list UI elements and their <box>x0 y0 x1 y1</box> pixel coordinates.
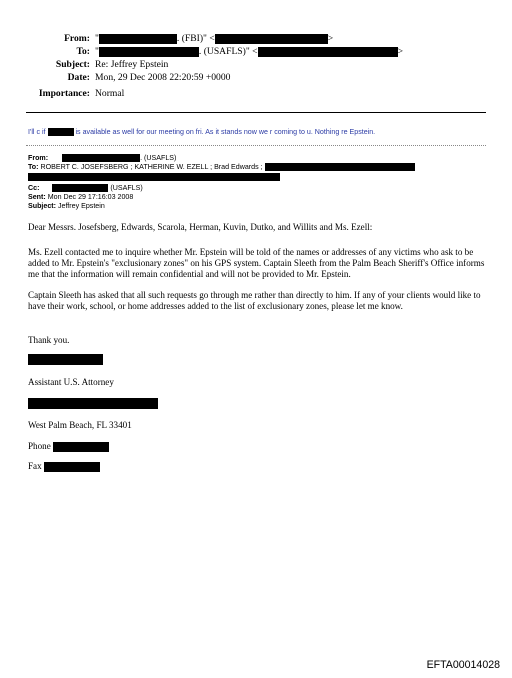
address-redaction <box>28 398 158 409</box>
redaction-block <box>99 47 199 57</box>
fax-row <box>28 461 488 472</box>
subject-row <box>0 59 512 71</box>
fwd-sent-row <box>28 193 133 202</box>
letter-paragraph-2: Captain Sleeth has asked that all such requests go through me rather than directly to him. If any of your clients would like to have their work, school, or home addresses added to the list of exclusionary zones, please let me know. <box>28 290 481 312</box>
date-row <box>0 72 512 84</box>
fax-redaction <box>44 462 100 472</box>
fwd-to-row <box>28 163 415 172</box>
fwd-cc-agency: (USAFLS) <box>108 184 143 192</box>
fwd-from-label: From: <box>28 154 49 162</box>
signature-title: Assistant U.S. Attorney <box>28 377 114 387</box>
importance-row <box>0 88 512 100</box>
document-id: EFTA00014028 <box>426 659 500 671</box>
reply-message <box>28 128 375 136</box>
fwd-cc-label: Cc: <box>28 184 40 192</box>
quote-divider <box>26 145 486 146</box>
fwd-from-row <box>28 154 176 163</box>
fax-label: Fax <box>28 461 42 471</box>
phone-label: Phone <box>28 441 51 451</box>
phone-redaction <box>53 442 109 452</box>
redaction-block <box>215 34 328 44</box>
redaction-block <box>265 163 415 171</box>
from-open-quote: " <box>95 33 99 44</box>
date-value: Mon, 29 Dec 2008 22:20:59 +0000 <box>95 72 231 83</box>
signature-city: West Palm Beach, FL 33401 <box>28 420 132 430</box>
date-label: Date: <box>67 72 90 83</box>
header-divider <box>26 112 486 113</box>
to-label: To: <box>76 46 90 57</box>
redaction-block <box>62 154 140 162</box>
subject-value: Re: Jeffrey Epstein <box>95 59 169 70</box>
fwd-from-agency: . (USAFLS) <box>140 154 177 162</box>
letter-paragraph-1: Ms. Ezell contacted me to inquire whether Mr. Epstein will be told of the names or addresses of any victims who ask to be added to Mr. Epstein's "exclusionary zones" on his GPS system. Captain Sleeth from the Palm Beach Sheriff's Office informs me that the information will remain confidential and will not be provided to Mr. Epstein. <box>28 247 485 280</box>
from-row <box>0 33 512 45</box>
fwd-to-value: ROBERT C. JOSEFSBERG ; KATHERINE W. EZELL ; Brad Edwards ; <box>40 163 263 171</box>
reply-text-end: is available as well for our meeting on fri. As it stands now we r coming to u. Nothing re Epstein. <box>75 128 376 136</box>
phone-row <box>28 441 488 452</box>
redaction-block <box>48 128 74 136</box>
letter-closing: Thank you. <box>28 335 70 345</box>
fwd-subject-row <box>28 202 105 211</box>
to-close: > <box>397 46 403 57</box>
importance-value: Normal <box>95 88 125 99</box>
from-label: From: <box>64 33 90 44</box>
fwd-subject-label: Subject: <box>28 202 56 210</box>
to-row <box>0 46 512 58</box>
to-open-quote: " <box>95 46 99 57</box>
letter-salutation: Dear Messrs. Josefsberg, Edwards, Scarola, Herman, Kuvin, Dutko, and Willits and Ms. Ezell: <box>28 222 373 232</box>
subject-label: Subject: <box>55 59 90 70</box>
redaction-block <box>52 184 108 192</box>
fwd-cc-row <box>28 184 143 193</box>
signature-name-redaction <box>28 354 103 365</box>
fwd-subject-value: Jeffrey Epstein <box>57 202 105 210</box>
from-close: > <box>327 33 334 44</box>
importance-label: Importance: <box>38 88 90 99</box>
fwd-to-label: To: <box>28 163 39 171</box>
reply-text-start: I'll c if <box>28 128 46 136</box>
redaction-block <box>28 173 280 181</box>
redaction-block <box>258 47 398 57</box>
fwd-sent-value: Mon Dec 29 17:16:03 2008 <box>47 193 134 201</box>
to-agency: . (USAFLS)" < <box>198 46 258 57</box>
redaction-block <box>99 34 177 44</box>
from-agency: . (FBI)" < <box>176 33 215 44</box>
fwd-sent-label: Sent: <box>28 193 46 201</box>
